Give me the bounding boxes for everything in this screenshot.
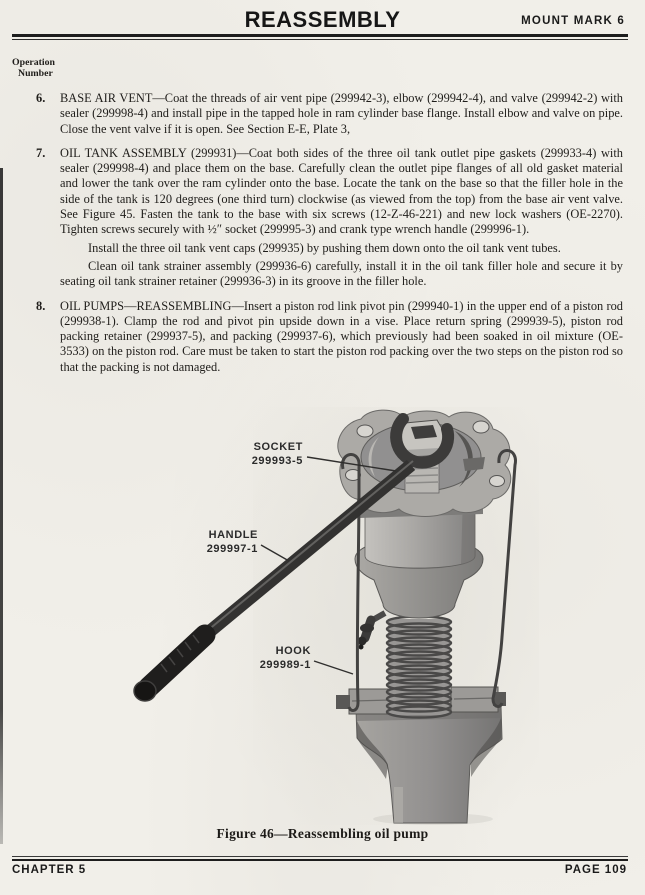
operation-number: 8. [36,298,46,313]
sub-paragraph: Clean oil tank strainer assembly (299936-6) carefully, install it in the oil tank filler hole and secure it by seating oil tank strainer retainer (299936-3) in its groove in the filler hole. [60,258,623,289]
handle-label: HANDLE [208,529,258,541]
operation-number: 7. [36,145,46,160]
operation-label-line1: Operation [12,57,55,68]
socket-label: SOCKET [253,441,303,453]
page-title: REASSEMBLY [244,7,401,32]
oil-pump-figure [103,407,539,825]
operation-number: 6. [36,91,46,105]
operation-text: OIL TANK ASSEMBLY (299931)—Coat both sides of the three oil tank outlet pipe gaskets (299933-4) with sealer (299998-4) and place them on the base. Carefully clean the outlet pipe flanges of all old gasket material and lower the tank over the ram cylinder onto the base. Locate the tank on the base so that the filler hole in the side of the tank is 120 degrees (one third turn) clockwise (as viewed from the top) from the base air vent valve. See Figure 45. Fasten the tank to the base with six screws (12-Z-46-221) and new lock washers (OE-2270). Tighten screws securely with ½″ socket (299995-3) and crank type wrench handle (299996-1). [60,145,623,237]
footer-chapter: CHAPTER 5 [12,864,87,876]
hook-label: HOOK [275,645,311,657]
hook-part-number: 299989-1 [259,659,311,671]
socket-part-number: 299993-5 [251,455,303,467]
operation-label-line2: Number [18,67,53,79]
procedure-text [36,91,623,384]
sub-paragraph: Install the three oil tank vent caps (299935) by pushing them down onto the oil tank vent tubes. [88,240,561,255]
footer-page-number: PAGE 109 [564,864,627,876]
oil-pump-illustration [103,407,539,825]
operation-number-label [12,58,55,79]
operation-item-8 [36,298,623,375]
operation-item-7 [36,145,623,290]
footer-rule [12,856,628,861]
header-edition: MOUNT MARK 6 [521,15,625,27]
operation-text: BASE AIR VENT—Coat the threads of air vent pipe (299942-3), elbow (299942-4), and valve (299942-2) with sealer (299998-4) and install pipe in the tapped hole in ram cylinder base flange. Install elbow and valve on pipe. Close the vent valve if it is open. See Section E-E, Plate 3, [60,91,623,136]
header-rule [12,34,628,40]
scan-edge-artifact [0,168,3,844]
return-spring [387,617,451,718]
operation-text: OIL PUMPS—REASSEMBLING—Insert a piston rod link pivot pin (299940-1) in the upper end of a piston rod (299938-1). Clamp the rod and pivot pin upside down in a vise. Place return spring (299939-5), piston rod packing retainer (299937-5), and packing (299937-6), which previously had been soaked in oil mixture (OE-3533) on the piston rod. Care must be taken to start the piston rod packing over the two steps on the piston rod so that the packing is not damaged. [60,298,623,374]
handle-part-number: 299997-1 [206,543,258,555]
figure-caption: Figure 46—Reassembling oil pump [216,826,429,841]
operation-item-6 [36,91,623,137]
